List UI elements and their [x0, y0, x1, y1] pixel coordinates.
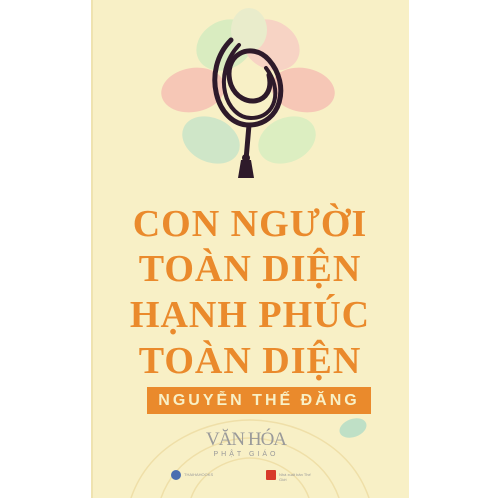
title-line-4: TOÀN DIỆN: [138, 340, 362, 382]
thegioi-logo-icon: [266, 470, 276, 480]
author-banner: NGUYỄN THẾ ĐĂNG: [147, 387, 371, 414]
thaiha-logo-text: THAIHAHOOKS: [184, 472, 214, 477]
title-line-1: CON NGƯỜI: [132, 203, 368, 245]
thegioi-logo-text: Nhà xuất bản Thế Giới: [279, 472, 311, 482]
book-cover: [91, 0, 409, 498]
mala-tassel: [238, 154, 254, 178]
title-line-2: TOÀN DIỆN: [138, 248, 362, 290]
thaiha-logo-icon: [171, 470, 181, 480]
title-line-3: HẠNH PHÚC: [129, 294, 371, 336]
publisher-logo: [191, 430, 301, 459]
small-leaf-icon: [337, 415, 369, 441]
publisher-name: VĂN HÓA: [205, 429, 287, 450]
publisher-logos: [91, 470, 409, 484]
lotus-mala-illustration: [91, 0, 409, 200]
publisher-subtitle: PHẬT GIÁO: [213, 451, 279, 458]
